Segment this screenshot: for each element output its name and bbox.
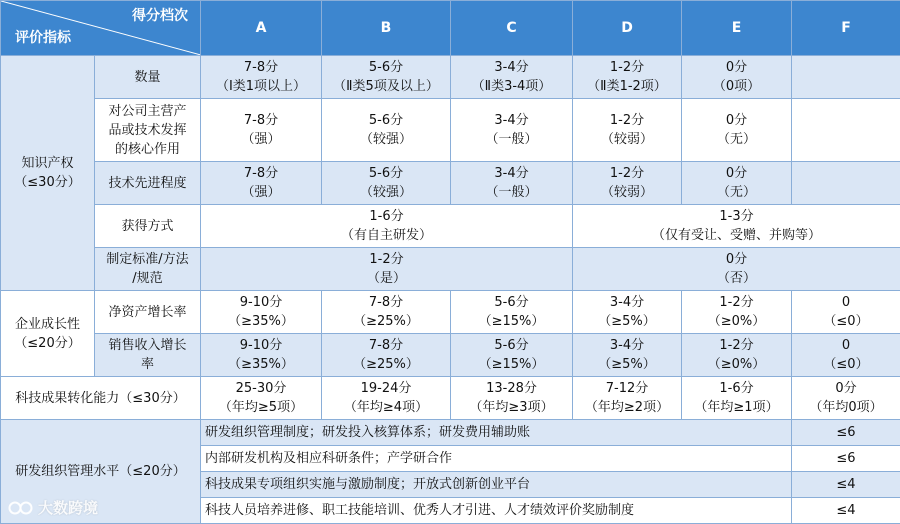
criterion-label: 数量: [95, 56, 201, 99]
ip-acquisition-row: [1, 205, 900, 248]
score-cell-b: 5-6分 （较强）: [322, 162, 451, 205]
score-cell-f: [792, 99, 900, 162]
score-cell-a: 9-10分 （≥35%）: [201, 291, 322, 334]
score-cell-b: 7-8分 （≥25%）: [322, 291, 451, 334]
ip-standards-row: [1, 248, 900, 291]
header-row: [1, 1, 900, 56]
score-cell-e: 0分 （无）: [682, 162, 792, 205]
score-cell-c: 3-4分 （一般）: [451, 162, 573, 205]
score-cell-f: 0分 （年均0项）: [792, 377, 900, 420]
ip-quantity-row: [1, 56, 900, 99]
grade-b-header: B: [322, 1, 451, 56]
criterion-label: 技术先进程度: [95, 162, 201, 205]
score-cell-d: 3-4分 （≥5%）: [573, 291, 682, 334]
score-cell-b: 5-6分 （较强）: [322, 99, 451, 162]
criterion-label: 获得方式: [95, 205, 201, 248]
transform-label: 科技成果转化能力（≤30分）: [1, 377, 201, 420]
score-cell-merged-right: 0分 （否）: [573, 248, 900, 291]
score-cell-e: 0分 （无）: [682, 99, 792, 162]
score-cell-c: 5-6分 （≥15%）: [451, 334, 573, 377]
score-cell-a: 7-8分 （强）: [201, 162, 322, 205]
criterion-label: 制定标准/方法 /规范: [95, 248, 201, 291]
score-cell-b: 19-24分 （年均≥4项）: [322, 377, 451, 420]
score-cell-b: 5-6分 （Ⅱ类5项及以上）: [322, 56, 451, 99]
score-cell-a: 7-8分 （强）: [201, 99, 322, 162]
score-cell-merged-left: 1-2分 （是）: [201, 248, 573, 291]
score-cell-f: 0 （≤0）: [792, 334, 900, 377]
growth-sales-row: [1, 334, 900, 377]
score-cell-e: 1-6分 （年均≥1项）: [682, 377, 792, 420]
watermark: [8, 497, 98, 518]
rd-item-score: ≤4: [792, 498, 900, 524]
score-cell-a: 25-30分 （年均≥5项）: [201, 377, 322, 420]
grade-d-header: D: [573, 1, 682, 56]
score-cell-c: 13-28分 （年均≥3项）: [451, 377, 573, 420]
growth-group-label: 企业成长性 （≤20分）: [1, 291, 95, 377]
grade-c-header: C: [451, 1, 573, 56]
score-cell-d: 1-2分 （Ⅱ类1-2项）: [573, 56, 682, 99]
ip-advancement-row: [1, 162, 900, 205]
growth-net-assets-row: [1, 291, 900, 334]
score-cell-e: 1-2分 （≥0%）: [682, 334, 792, 377]
score-cell-d: 1-2分 （较弱）: [573, 99, 682, 162]
corner-score-level: 得分档次: [132, 7, 188, 26]
rd-item-score: ≤4: [792, 472, 900, 498]
score-cell-b: 7-8分 （≥25%）: [322, 334, 451, 377]
score-cell-c: 3-4分 （Ⅱ类3-4项）: [451, 56, 573, 99]
score-cell-d: 1-2分 （较弱）: [573, 162, 682, 205]
rd-item-text: 科技人员培养进修、职工技能培训、优秀人才引进、人才绩效评价奖励制度: [201, 498, 792, 524]
corner-criteria: 评价指标: [15, 29, 71, 48]
rd-row: [1, 420, 900, 446]
watermark-text: 大数跨境: [38, 497, 98, 518]
ip-core-role-row: [1, 99, 900, 162]
rd-item-text: 内部研发机构及相应科研条件；产学研合作: [201, 446, 792, 472]
rd-item-score: ≤6: [792, 446, 900, 472]
rd-item-text: 研发组织管理制度；研发投入核算体系；研发费用辅助账: [201, 420, 792, 446]
score-cell-c: 3-4分 （一般）: [451, 99, 573, 162]
grade-a-header: A: [201, 1, 322, 56]
score-cell-d: 7-12分 （年均≥2项）: [573, 377, 682, 420]
score-cell-f: [792, 56, 900, 99]
brand-logo-icon: [8, 499, 34, 517]
score-cell-f: [792, 162, 900, 205]
grade-e-header: E: [682, 1, 792, 56]
score-cell-merged-left: 1-6分 （有自主研发）: [201, 205, 573, 248]
grade-f-header: F: [792, 1, 900, 56]
score-cell-c: 5-6分 （≥15%）: [451, 291, 573, 334]
score-cell-a: 9-10分 （≥35%）: [201, 334, 322, 377]
rd-group-label: 研发组织管理水平（≤20分）: [1, 420, 201, 524]
score-cell-merged-right: 1-3分 （仅有受让、受赠、并购等）: [573, 205, 900, 248]
criterion-label: 对公司主营产 品或技术发挥 的核心作用: [95, 99, 201, 162]
ip-group-label: 知识产权 （≤30分）: [1, 56, 95, 291]
transform-row: [1, 377, 900, 420]
score-cell-a: 7-8分 （Ⅰ类1项以上）: [201, 56, 322, 99]
header-corner: [1, 1, 201, 56]
score-cell-f: 0 （≤0）: [792, 291, 900, 334]
score-cell-e: 0分 （0项）: [682, 56, 792, 99]
rd-item-score: ≤6: [792, 420, 900, 446]
criterion-label: 销售收入增长 率: [95, 334, 201, 377]
criterion-label: 净资产增长率: [95, 291, 201, 334]
score-cell-e: 1-2分 （≥0%）: [682, 291, 792, 334]
score-cell-d: 3-4分 （≥5%）: [573, 334, 682, 377]
rd-item-text: 科技成果专项组织实施与激励制度；开放式创新创业平台: [201, 472, 792, 498]
